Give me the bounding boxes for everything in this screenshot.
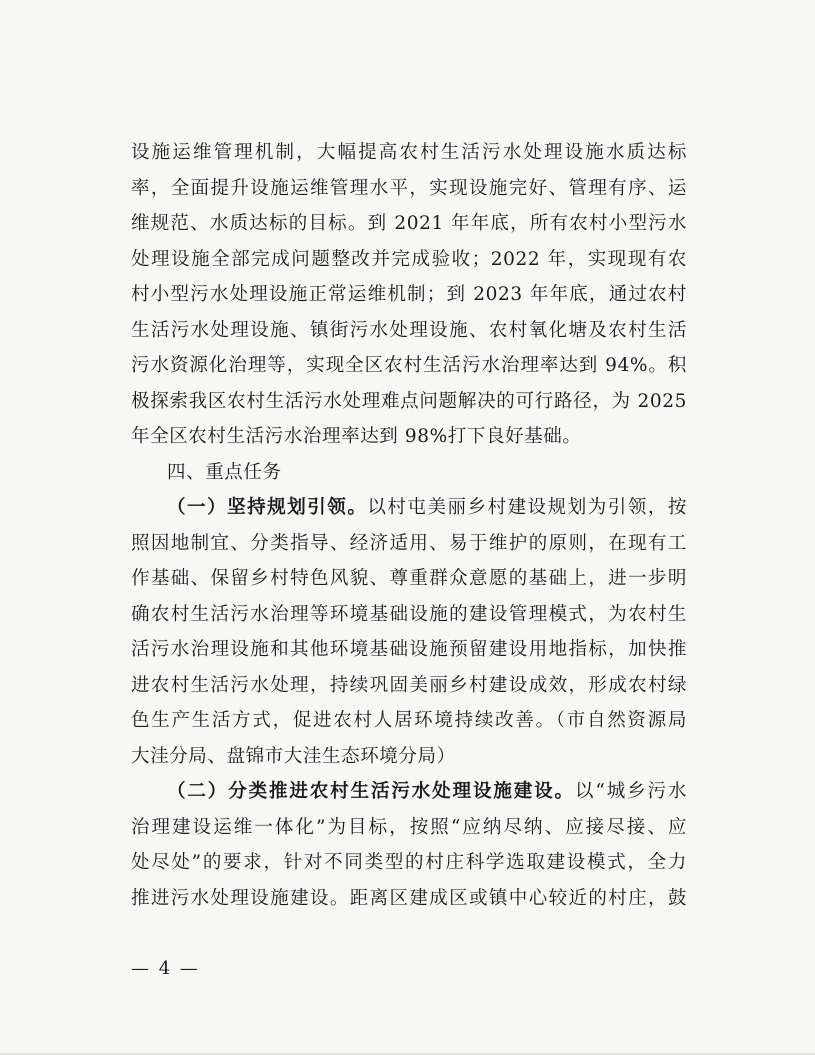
task-1-text: 以村屯美丽乡村建设规划为引领，按 (367, 497, 687, 518)
task-1-title: （一）坚持规划引领。 (167, 497, 368, 518)
text-line: 率，全面提升设施运维管理水平，实现设施完好、管理有序、运 (131, 177, 687, 199)
text-line: 处尽处”的要求，针对不同类型的村庄科学选取建设模式，全力 (131, 852, 687, 873)
text-line: 村小型污水处理设施正常运维机制；到 2023 年年底，通过农村 (131, 284, 687, 305)
task-2-text: 以“城乡污水 (574, 781, 687, 802)
text-line: 处理设施全部完成问题整改并完成验收；2022 年，实现现有农 (131, 248, 687, 270)
text-line: 色生产生活方式，促进农村人居环境持续改善。（市自然资源局 (131, 710, 687, 731)
task-2-first-line (131, 774, 687, 810)
text-line: 确农村生活污水治理等环境基础设施的建设管理模式，为农村生 (131, 603, 687, 625)
text-line: 大洼分局、盘锦市大洼生态环境分局） (131, 745, 456, 767)
text-line: 极探索我区农村生活污水处理难点问题解决的可行路径，为 2025 (131, 390, 687, 412)
document-body (131, 135, 687, 916)
task-2-title: （二）分类推进农村生活污水处理设施建设。 (167, 781, 575, 802)
text-line: 活污水治理设施和其他环境基础设施预留建设用地指标，加快推 (131, 639, 687, 660)
text-line: 污水资源化治理等，实现全区农村生活污水治理率达到 94%。积 (131, 355, 687, 376)
text-line: 年全区农村生活污水治理率达到 98%打下良好基础。 (131, 426, 582, 447)
task-1-first-line (131, 490, 687, 526)
text-line: 生活污水处理设施、镇街污水处理设施、农村氧化塘及农村生活 (131, 319, 687, 341)
text-line: 推进污水处理设施建设。距离区建成区或镇中心较近的村庄，鼓 (131, 887, 687, 909)
text-line: 治理建设运维一体化”为目标，按照“应纳尽纳、应接尽接、应 (131, 816, 687, 838)
text-line: 作基础、保留乡村特色风貌、尊重群众意愿的基础上，进一步明 (131, 568, 687, 589)
text-line: 设施运维管理机制，大幅提高农村生活污水处理设施水质达标 (131, 142, 687, 163)
text-line: 进农村生活污水处理，持续巩固美丽乡村建设成效，形成农村绿 (131, 674, 687, 696)
text-line: 维规范、水质达标的目标。到 2021 年年底，所有农村小型污水 (131, 213, 687, 234)
section-heading: 四、重点任务 (167, 461, 282, 483)
text-line: 照因地制宜、分类指导、经济适用、易于维护的原则，在现有工 (131, 532, 687, 554)
page-number: — 4 — (131, 958, 200, 979)
